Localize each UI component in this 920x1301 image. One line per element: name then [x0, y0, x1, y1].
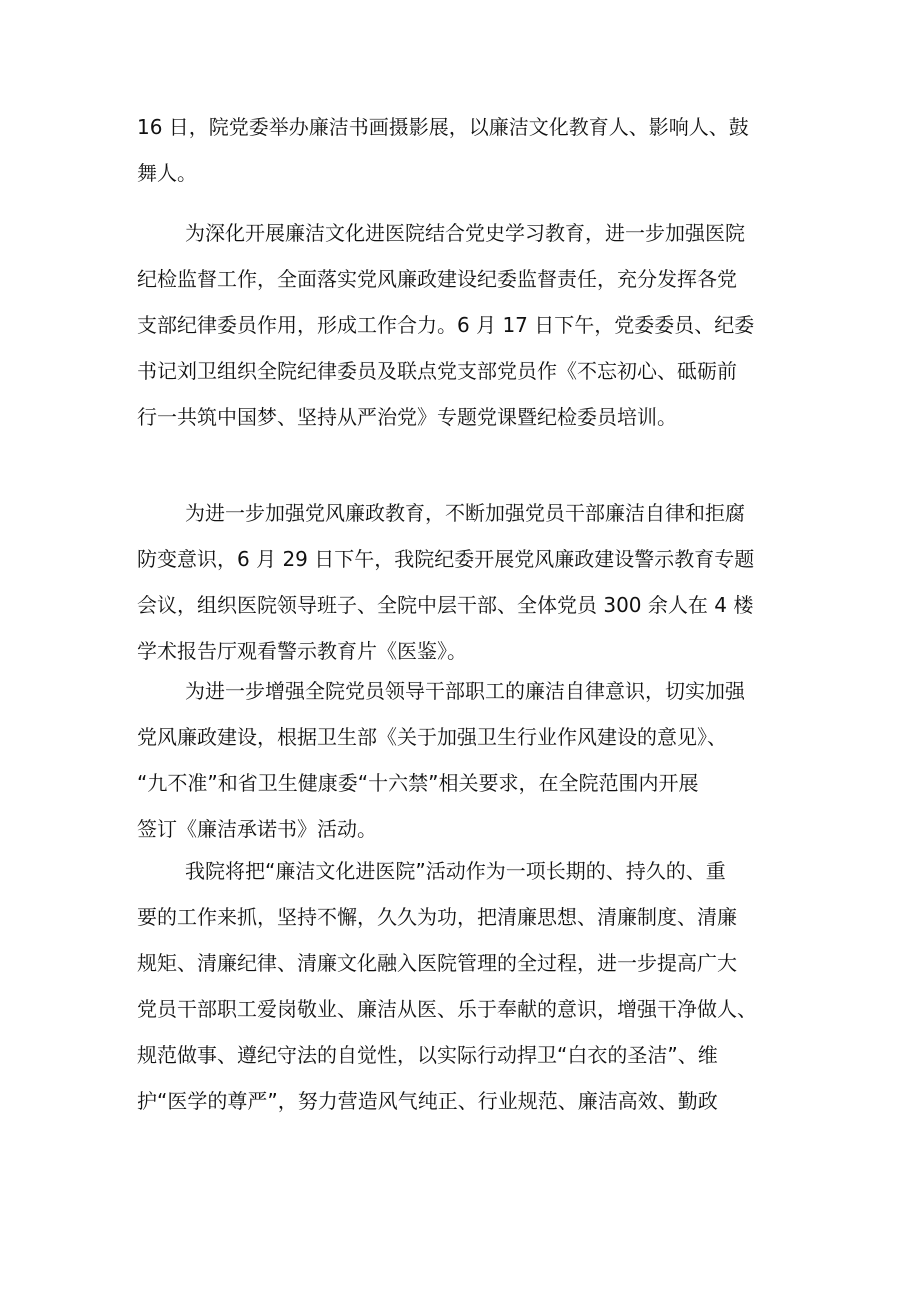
paragraph-exhibition	[137, 104, 797, 196]
paragraph-line: 纪检监督工作，全面落实党风廉政建设纪委监督责任，充分发挥各党	[137, 267, 737, 291]
paragraph-line: 为深化开展廉洁文化进医院结合党史学习教育，进一步加强医院	[185, 221, 745, 245]
paragraph-line: 党员干部职工爱岗敬业、廉洁从医、乐于奉献的意识，增强干净做人、	[137, 997, 757, 1021]
paragraph-line: 规矩、清廉纪律、清廉文化融入医院管理的全过程，进一步提高广大	[137, 951, 737, 975]
paragraph-line: 支部纪律委员作用，形成工作合力。6 月 17 日下午，党委委员、纪委	[137, 313, 755, 337]
paragraph-line: 会议，组织医院领导班子、全院中层干部、全体党员 300 余人在 4 楼	[137, 593, 754, 617]
paragraph-line: 防变意识，6 月 29 日下午，我院纪委开展党风廉政建设警示教育专题	[137, 547, 755, 571]
paragraph-line: 签订《廉洁承诺书》活动。	[137, 817, 377, 841]
paragraph-line: “九不准”和省卫生健康委“十六禁”相关要求，在全院范围内开展	[137, 771, 699, 795]
paragraph-line: 要的工作来抓，坚持不懈，久久为功，把清廉思想、清廉制度、清廉	[137, 905, 737, 929]
paragraph-line: 为进一步加强党风廉政教育，不断加强党员干部廉洁自律和拒腐	[185, 501, 745, 525]
paragraph-warning-education	[137, 490, 797, 674]
paragraph-line: 党风廉政建设，根据卫生部《关于加强卫生行业作风建设的意见》、	[137, 725, 727, 749]
paragraph-party-lecture	[137, 210, 797, 440]
paragraph-line: 学术报告厅观看警示教育片《医鉴》。	[137, 639, 467, 663]
paragraph-integrity-pledge	[137, 668, 797, 852]
paragraph-line: 行一共筑中国梦、坚持从严治党》专题党课暨纪检委员培训。	[137, 405, 677, 429]
paragraph-line: 书记刘卫组织全院纪律委员及联点党支部党员作《不忘初心、砥砺前	[137, 359, 737, 383]
paragraph-line: 舞人。	[137, 161, 197, 185]
paragraph-line: 规范做事、遵纪守法的自觉性，以实际行动捍卫“白衣的圣洁”、维	[137, 1043, 718, 1067]
paragraph-long-term-commitment	[137, 848, 797, 1124]
paragraph-line: 我院将把“廉洁文化进医院”活动作为一项长期的、持久的、重	[185, 859, 726, 883]
paragraph-line: 护“医学的尊严”，努力营造风气纯正、行业规范、廉洁高效、勤政	[137, 1089, 718, 1113]
paragraph-line: 为进一步增强全院党员领导干部职工的廉洁自律意识，切实加强	[185, 679, 745, 703]
paragraph-line: 16 日，院党委举办廉洁书画摄影展，以廉洁文化教育人、影响人、鼓	[137, 115, 749, 139]
